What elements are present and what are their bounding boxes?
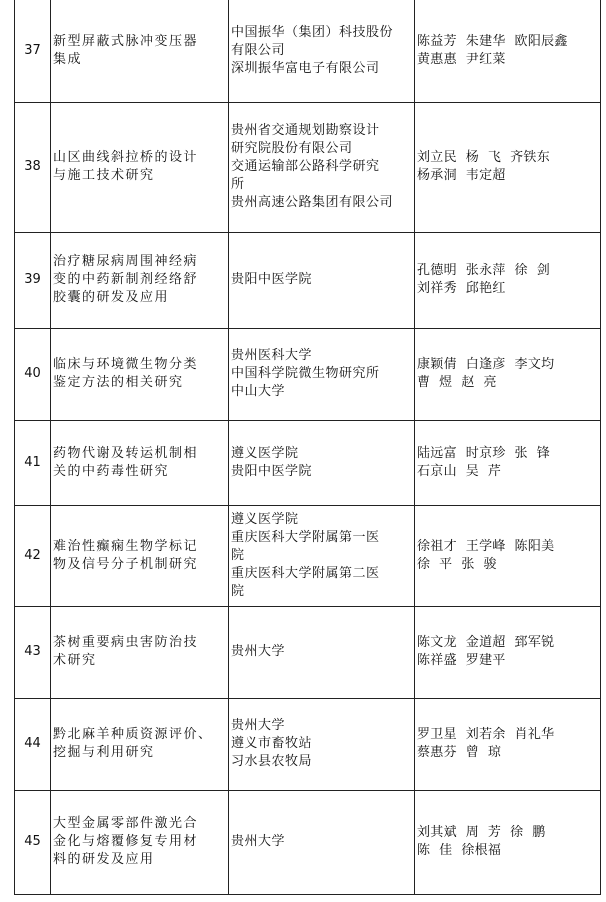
table-row	[15, 790, 601, 894]
organization-cell	[229, 606, 415, 698]
award-table-body	[15, 0, 601, 894]
participants-cell	[415, 102, 601, 232]
participants-line: 陈益芳 朱建华 欧阳辰鑫	[417, 33, 568, 49]
project-title-line: 茶树重要病虫害防治技	[53, 635, 199, 650]
participants-line: 陆远富 时京珍 张 锋	[417, 445, 550, 461]
participants-line: 刘其斌 周 芳 徐 鹏	[417, 825, 546, 840]
project-title-line: 难治性癫痫生物学标记	[53, 538, 199, 554]
table-row	[15, 232, 601, 328]
participants-cell	[415, 698, 601, 790]
row-number: 43	[15, 606, 51, 698]
organization-line: 中山大学	[231, 384, 286, 399]
table-row	[15, 328, 601, 420]
participants-line: 陈文龙 金道超 郅军锐	[417, 635, 555, 650]
project-title-line: 与施工技术研究	[53, 168, 155, 183]
organization-line: 贵州医科大学	[231, 348, 313, 363]
organization-cell	[229, 0, 415, 102]
project-title-line: 集成	[53, 51, 83, 67]
participants-line: 罗卫星 刘若余 肖礼华	[417, 727, 555, 742]
project-title-line: 物及信号分子机制研究	[53, 556, 199, 572]
organization-cell	[229, 420, 415, 505]
organization-line: 中国振华（集团）科技股份	[231, 24, 394, 40]
row-number: 42	[15, 505, 51, 606]
project-title-line: 金化与熔覆修复专用材	[53, 834, 199, 849]
project-title-line: 料的研发及应用	[53, 852, 155, 867]
organization-line: 所	[231, 177, 245, 192]
organization-line: 院	[231, 583, 245, 599]
participants-line: 徐 平 张 骏	[417, 556, 497, 572]
organization-line: 重庆医科大学附属第一医	[231, 529, 380, 545]
organization-cell	[229, 698, 415, 790]
organization-line: 有限公司	[231, 42, 286, 58]
organization-line: 中国科学院微生物研究所	[231, 366, 380, 381]
project-title-line: 术研究	[53, 653, 97, 668]
organization-cell	[229, 505, 415, 606]
project-title-cell	[51, 790, 229, 894]
participants-cell	[415, 790, 601, 894]
table-row	[15, 505, 601, 606]
participants-line: 陈 佳 徐根福	[417, 843, 502, 858]
project-title-cell	[51, 698, 229, 790]
table-row	[15, 698, 601, 790]
organization-line: 贵阳中医学院	[231, 272, 313, 287]
table-row	[15, 420, 601, 505]
participants-cell	[415, 232, 601, 328]
project-title-cell	[51, 420, 229, 505]
organization-line: 贵州省交通规划勘察设计	[231, 123, 380, 138]
table-row	[15, 102, 601, 232]
participants-line: 黄惠惠 尹红菜	[417, 51, 506, 67]
organization-cell	[229, 232, 415, 328]
project-title-line: 新型屏蔽式脉冲变压器	[53, 33, 199, 49]
organization-line: 贵州大学	[231, 644, 286, 659]
row-number: 38	[15, 102, 51, 232]
row-number: 37	[15, 0, 51, 102]
organization-line: 深圳振华富电子有限公司	[231, 60, 380, 76]
participants-cell	[415, 606, 601, 698]
participants-cell	[415, 0, 601, 102]
organization-line: 遵义市畜牧站	[231, 736, 313, 751]
project-title-line: 大型金属零部件激光合	[53, 816, 199, 831]
organization-line: 交通运输部公路科学研究	[231, 159, 380, 174]
participants-line: 曹 煜 赵 亮	[417, 375, 497, 390]
organization-line: 贵州大学	[231, 834, 286, 849]
project-title-line: 临床与环境微生物分类	[53, 357, 199, 372]
table-row	[15, 0, 601, 102]
participants-cell	[415, 420, 601, 505]
organization-line: 贵阳中医学院	[231, 463, 313, 479]
participants-line: 康颖倩 白逢彦 李文均	[417, 357, 555, 372]
organization-line: 遵义医学院	[231, 511, 299, 527]
organization-cell	[229, 328, 415, 420]
organization-line: 研究院股份有限公司	[231, 141, 353, 156]
organization-line: 贵州大学	[231, 718, 286, 733]
project-title-cell	[51, 606, 229, 698]
organization-line: 重庆医科大学附属第二医	[231, 565, 380, 581]
participants-line: 孔德明 张永萍 徐 剑	[417, 263, 550, 278]
table-row	[15, 606, 601, 698]
participants-line: 刘立民 杨 飞 齐铁东	[417, 150, 550, 165]
project-title-line: 黔北麻羊种质资源评价、	[53, 727, 213, 742]
participants-line: 石京山 吴 芹	[417, 463, 502, 479]
participants-line: 陈祥盛 罗建平	[417, 653, 506, 668]
row-number: 39	[15, 232, 51, 328]
project-title-line: 药物代谢及转运机制相	[53, 445, 199, 461]
project-title-line: 鉴定方法的相关研究	[53, 375, 184, 390]
organization-cell	[229, 102, 415, 232]
participants-line: 徐祖才 王学峰 陈阳美	[417, 538, 555, 554]
project-title-line: 关的中药毒性研究	[53, 463, 170, 479]
organization-line: 贵州高速公路集团有限公司	[231, 195, 394, 210]
participants-line: 杨承洞 韦定超	[417, 168, 506, 183]
award-table	[14, 0, 601, 895]
row-number: 41	[15, 420, 51, 505]
participants-cell	[415, 505, 601, 606]
participants-line: 刘祥秀 邱艳红	[417, 281, 506, 296]
project-title-line: 山区曲线斜拉桥的设计	[53, 150, 199, 165]
row-number: 44	[15, 698, 51, 790]
project-title-cell	[51, 328, 229, 420]
participants-cell	[415, 328, 601, 420]
project-title-line: 挖掘与利用研究	[53, 745, 155, 760]
project-title-cell	[51, 232, 229, 328]
project-title-cell	[51, 102, 229, 232]
project-title-line: 变的中药新制剂经络舒	[53, 272, 199, 287]
row-number: 45	[15, 790, 51, 894]
row-number: 40	[15, 328, 51, 420]
organization-cell	[229, 790, 415, 894]
project-title-line: 胶囊的研发及应用	[53, 290, 170, 305]
organization-line: 院	[231, 547, 245, 563]
participants-line: 蔡惠芬 曾 琼	[417, 745, 502, 760]
organization-line: 遵义医学院	[231, 445, 299, 461]
project-title-cell	[51, 505, 229, 606]
organization-line: 习水县农牧局	[231, 754, 313, 769]
project-title-line: 治疗糖尿病周围神经病	[53, 254, 199, 269]
project-title-cell	[51, 0, 229, 102]
